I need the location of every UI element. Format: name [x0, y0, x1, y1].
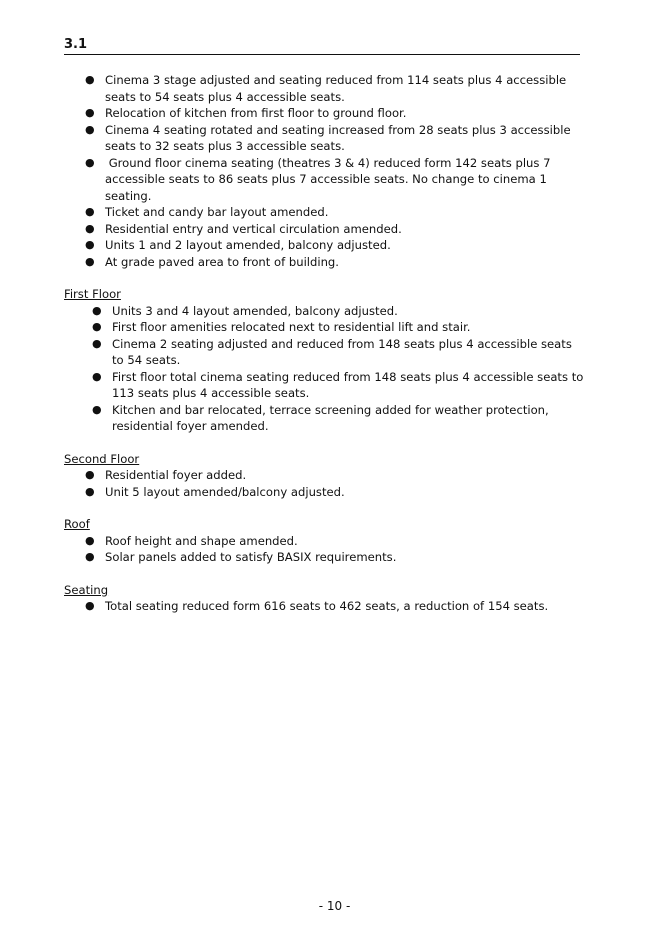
bullet-icon: ● [85, 599, 95, 612]
bullet-icon: ● [85, 205, 95, 218]
header-rule [64, 54, 580, 55]
list-item: ● Total seating reduced form 616 seats to 462 seats, a reduction of 154 seats. [85, 599, 549, 613]
intro-list [64, 72, 584, 270]
bullet-icon: ● [85, 106, 95, 119]
list-item: ● Cinema 4 seating rotated and seating increased from 28 seats plus 3 accessible seats to 32 seats plus 3 accessible seats. [85, 122, 571, 153]
bullet-icon: ● [85, 484, 95, 498]
section-heading-seating: Seating [64, 582, 109, 597]
section-heading-roof: Roof [64, 517, 90, 531]
bullet-icon: ● [85, 155, 95, 169]
bullet-icon: ● [92, 303, 102, 317]
bullet-icon: ● [85, 238, 95, 251]
bullet-icon: ● [85, 468, 95, 481]
list-item: ● Residential foyer added. [85, 468, 247, 482]
section-heading-first-floor: First Floor [64, 287, 121, 301]
bullet-icon: ● [92, 369, 102, 383]
list-item: ● Units 3 and 4 layout amended, balcony adjusted. [92, 303, 398, 318]
list-item: ● Relocation of kitchen from first floor to ground floor. [85, 106, 407, 120]
bullet-icon: ● [85, 122, 95, 136]
list-item: ● Cinema 3 stage adjusted and seating reduced from 114 seats plus 4 accessible seats to 54 seats plus 4 accessible seats. [85, 73, 567, 104]
list-item: ● Unit 5 layout amended/balcony adjusted. [85, 484, 345, 499]
bullet-icon: ● [85, 221, 95, 235]
page-footer-number: - 10 - [318, 899, 351, 913]
bullet-icon: ● [85, 254, 95, 268]
list-item: ● Kitchen and bar relocated, terrace screening added for weather protection, residential foyer amended. [92, 402, 549, 433]
list-item: ● First floor total cinema seating reduced from 148 seats plus 4 accessible seats to 113 seats plus 4 accessible seats. [92, 369, 584, 400]
list-item: ● Cinema 2 seating adjusted and reduced from 148 seats plus 4 accessible seats to 54 seats. [92, 336, 572, 367]
bullet-icon: ● [85, 73, 95, 86]
list-item: ● Units 1 and 2 layout amended, balcony adjusted. [85, 238, 391, 252]
bullet-icon: ● [92, 336, 102, 350]
list-item: ● Residential entry and vertical circulation amended. [85, 221, 402, 236]
section-number: 3.1 [64, 37, 88, 52]
roof-list [64, 533, 584, 566]
list-item: ● Ticket and candy bar layout amended. [85, 205, 329, 219]
list-item: ● Ground floor cinema seating (theatres 3 & 4) reduced form 142 seats plus 7 accessible seats to 86 seats plus 7 accessible seats. No change to cinema 1 seating. [85, 155, 555, 203]
list-item: ● First floor amenities relocated next to residential lift and stair. [92, 320, 471, 334]
bullet-icon: ● [85, 550, 95, 563]
first-floor-list [64, 303, 584, 435]
section-heading-second-floor: Second Floor [64, 451, 140, 466]
page-content [64, 72, 584, 615]
bullet-icon: ● [92, 402, 102, 416]
list-item: ● Roof height and shape amended. [85, 533, 298, 548]
list-item: ● Solar panels added to satisfy BASIX requirements. [85, 550, 397, 564]
second-floor-list [64, 467, 584, 500]
list-item: ● At grade paved area to front of building. [85, 254, 339, 269]
seating-list [64, 598, 584, 615]
bullet-icon: ● [85, 533, 95, 547]
bullet-icon: ● [92, 320, 102, 333]
